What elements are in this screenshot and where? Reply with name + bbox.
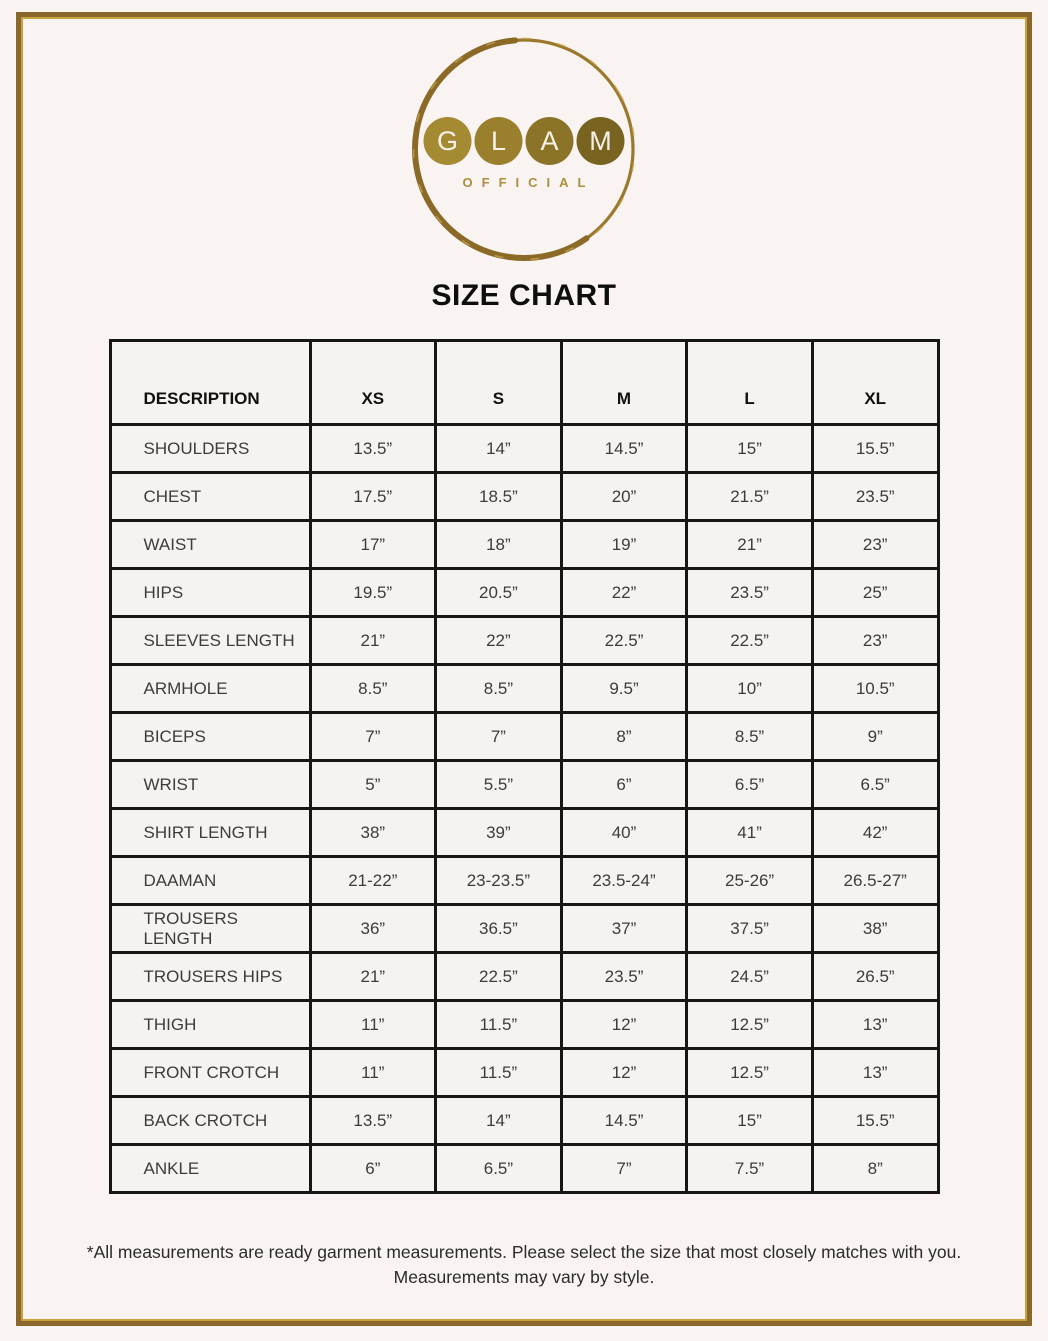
cell-value: 13.5” (310, 425, 436, 473)
row-label: SHOULDERS (110, 425, 310, 473)
cell-value: 22.5” (436, 953, 562, 1001)
row-label: TROUSERS HIPS (110, 953, 310, 1001)
cell-value: 17.5” (310, 473, 436, 521)
cell-value: 9.5” (561, 665, 687, 713)
cell-value: 12” (561, 1001, 687, 1049)
column-header-description: DESCRIPTION (110, 341, 310, 425)
cell-value: 7.5” (687, 1145, 813, 1193)
cell-value: 21” (687, 521, 813, 569)
table-row (110, 905, 938, 953)
cell-value: 8.5” (310, 665, 436, 713)
cell-value: 23” (812, 617, 938, 665)
footnote-line-2: Measurements may vary by style. (393, 1267, 655, 1288)
row-label: SLEEVES LENGTH (110, 617, 310, 665)
cell-value: 42” (812, 809, 938, 857)
table-row (110, 1049, 938, 1097)
cell-value: 23-23.5” (436, 857, 562, 905)
cell-value: 25-26” (687, 857, 813, 905)
cell-value: 5.5” (436, 761, 562, 809)
table-row (110, 617, 938, 665)
logo-letter-l: L (475, 117, 523, 165)
cell-value: 15.5” (812, 425, 938, 473)
cell-value: 23.5-24” (561, 857, 687, 905)
cell-value: 17” (310, 521, 436, 569)
cell-value: 22.5” (561, 617, 687, 665)
cell-value: 21.5” (687, 473, 813, 521)
cell-value: 10.5” (812, 665, 938, 713)
cell-value: 20” (561, 473, 687, 521)
row-label: BICEPS (110, 713, 310, 761)
cell-value: 13” (812, 1049, 938, 1097)
cell-value: 23.5” (561, 953, 687, 1001)
cell-value: 24.5” (687, 953, 813, 1001)
cell-value: 13” (812, 1001, 938, 1049)
cell-value: 11” (310, 1049, 436, 1097)
cell-value: 7” (310, 713, 436, 761)
logo-letter-m: M (577, 117, 625, 165)
cell-value: 22” (561, 569, 687, 617)
cell-value: 19.5” (310, 569, 436, 617)
cell-value: 38” (812, 905, 938, 953)
cell-value: 6.5” (812, 761, 938, 809)
cell-value: 37” (561, 905, 687, 953)
row-label: HIPS (110, 569, 310, 617)
row-label: DAAMAN (110, 857, 310, 905)
table-row (110, 569, 938, 617)
page-frame (16, 12, 1032, 1326)
cell-value: 15.5” (812, 1097, 938, 1145)
cell-value: 11.5” (436, 1049, 562, 1097)
logo-subtitle: OFFICIAL (462, 175, 595, 190)
header-row (110, 341, 938, 425)
table-row (110, 425, 938, 473)
table-row (110, 1097, 938, 1145)
cell-value: 6.5” (687, 761, 813, 809)
cell-value: 7” (436, 713, 562, 761)
cell-value: 14” (436, 425, 562, 473)
table-row (110, 713, 938, 761)
cell-value: 39” (436, 809, 562, 857)
cell-value: 36” (310, 905, 436, 953)
cell-value: 41” (687, 809, 813, 857)
table-row (110, 761, 938, 809)
row-label: SHIRT LENGTH (110, 809, 310, 857)
cell-value: 14.5” (561, 425, 687, 473)
column-header-l: L (687, 341, 813, 425)
row-label: WAIST (110, 521, 310, 569)
row-label: ANKLE (110, 1145, 310, 1193)
column-header-m: M (561, 341, 687, 425)
cell-value: 14.5” (561, 1097, 687, 1145)
cell-value: 15” (687, 1097, 813, 1145)
cell-value: 8.5” (436, 665, 562, 713)
footnote-line-1: *All measurements are ready garment measurements. Please select the size that most closely matches with you. (86, 1242, 962, 1262)
row-label: FRONT CROTCH (110, 1049, 310, 1097)
cell-value: 13.5” (310, 1097, 436, 1145)
cell-value: 23.5” (812, 473, 938, 521)
table-row (110, 809, 938, 857)
table-row (110, 665, 938, 713)
cell-value: 26.5” (812, 953, 938, 1001)
table-row (110, 473, 938, 521)
cell-value: 26.5-27” (812, 857, 938, 905)
page-title: SIZE CHART (431, 279, 617, 312)
cell-value: 20.5” (436, 569, 562, 617)
table-row (110, 521, 938, 569)
table-row (110, 1001, 938, 1049)
cell-value: 36.5” (436, 905, 562, 953)
cell-value: 40” (561, 809, 687, 857)
cell-value: 22.5” (687, 617, 813, 665)
logo-letters (424, 117, 625, 165)
cell-value: 10” (687, 665, 813, 713)
cell-value: 18” (436, 521, 562, 569)
row-label: BACK CROTCH (110, 1097, 310, 1145)
cell-value: 7” (561, 1145, 687, 1193)
cell-value: 38” (310, 809, 436, 857)
column-header-s: S (436, 341, 562, 425)
cell-value: 19” (561, 521, 687, 569)
row-label: ARMHOLE (110, 665, 310, 713)
cell-value: 37.5” (687, 905, 813, 953)
cell-value: 25” (812, 569, 938, 617)
cell-value: 8” (561, 713, 687, 761)
row-label: TROUSERS LENGTH (110, 905, 310, 953)
cell-value: 22” (436, 617, 562, 665)
cell-value: 6” (310, 1145, 436, 1193)
table-row (110, 1145, 938, 1193)
cell-value: 23” (812, 521, 938, 569)
table-row (110, 857, 938, 905)
row-label: WRIST (110, 761, 310, 809)
cell-value: 8” (812, 1145, 938, 1193)
cell-value: 11” (310, 1001, 436, 1049)
table-row (110, 953, 938, 1001)
cell-value: 21” (310, 617, 436, 665)
row-label: CHEST (110, 473, 310, 521)
cell-value: 8.5” (687, 713, 813, 761)
cell-value: 14” (436, 1097, 562, 1145)
column-header-xs: XS (310, 341, 436, 425)
cell-value: 6” (561, 761, 687, 809)
footnote (64, 1240, 984, 1291)
cell-value: 18.5” (436, 473, 562, 521)
cell-value: 11.5” (436, 1001, 562, 1049)
cell-value: 12.5” (687, 1049, 813, 1097)
cell-value: 9” (812, 713, 938, 761)
cell-value: 12” (561, 1049, 687, 1097)
cell-value: 21” (310, 953, 436, 1001)
column-header-xl: XL (812, 341, 938, 425)
cell-value: 23.5” (687, 569, 813, 617)
brand-logo (408, 33, 640, 265)
row-label: THIGH (110, 1001, 310, 1049)
cell-value: 21-22” (310, 857, 436, 905)
cell-value: 6.5” (436, 1145, 562, 1193)
cell-value: 15” (687, 425, 813, 473)
cell-value: 12.5” (687, 1001, 813, 1049)
cell-value: 5” (310, 761, 436, 809)
logo-letter-g: G (424, 117, 472, 165)
size-table (109, 339, 940, 1194)
logo-letter-a: A (526, 117, 574, 165)
